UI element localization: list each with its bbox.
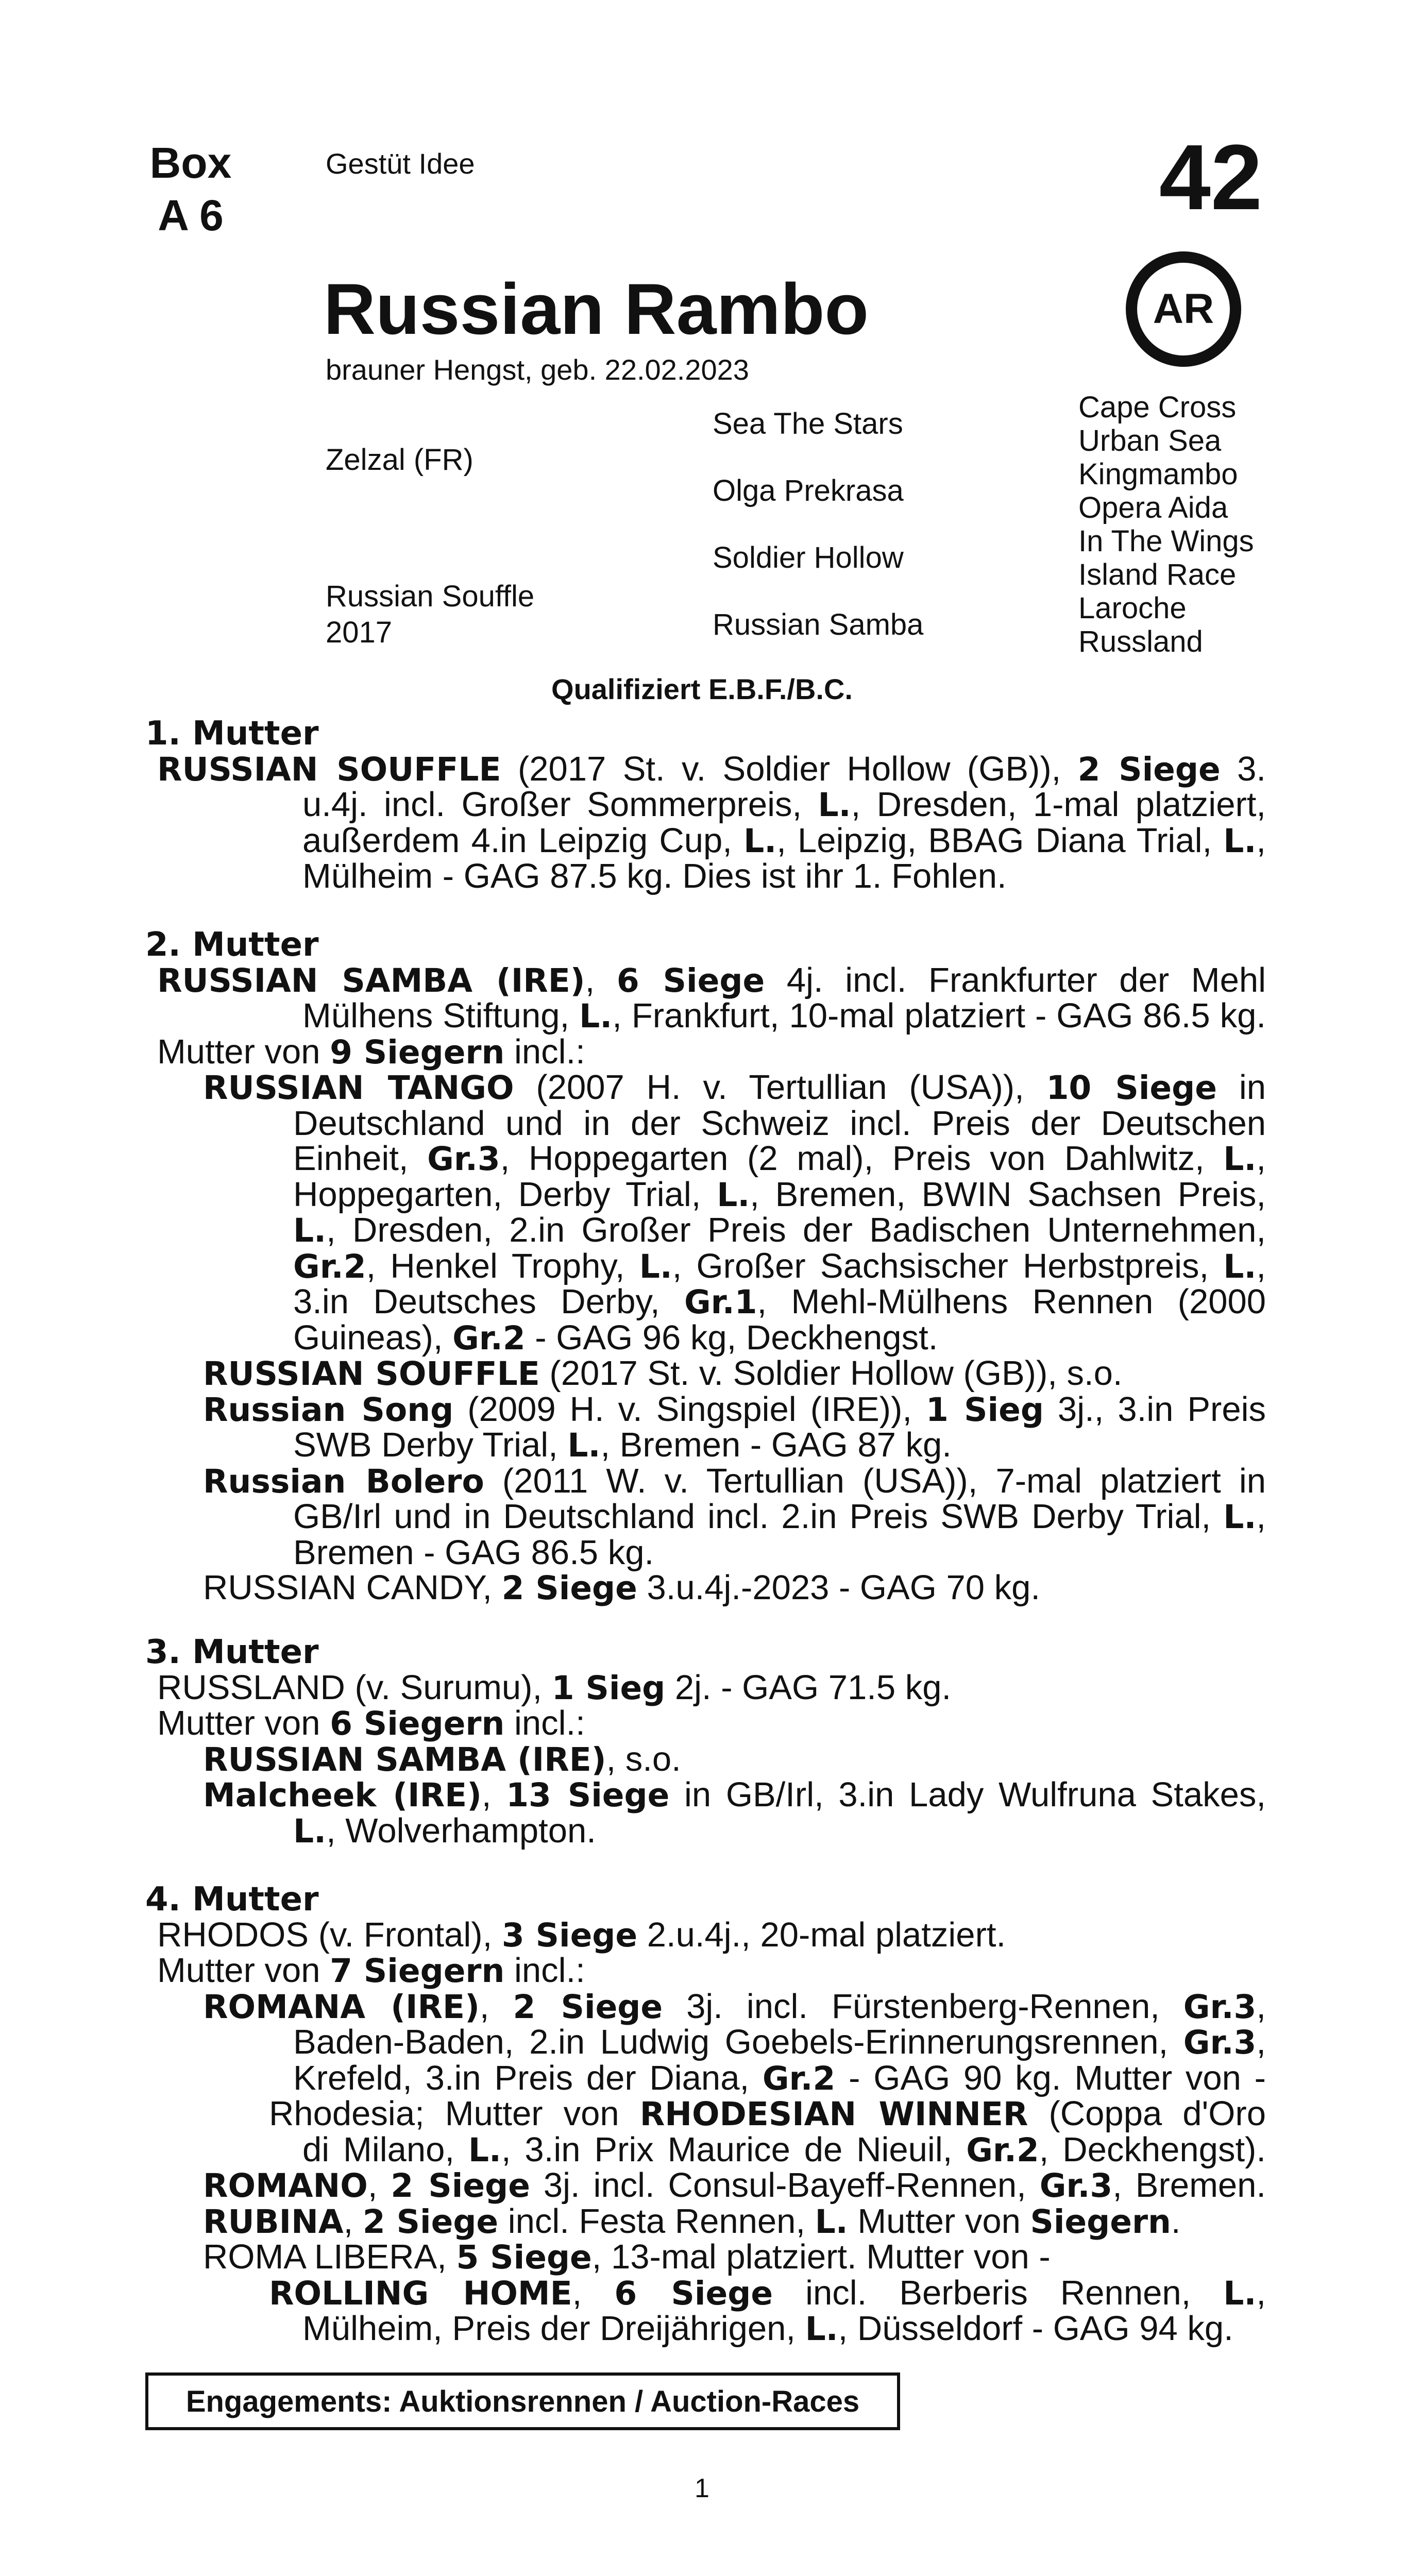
pedigree-dam-year: 2017 [326,616,393,649]
section-fourth-dam [145,1882,1266,2347]
offspring-line: ROMANA (IRE), 2 Siege 3j. incl. Fürstenberg-Rennen, Gr.3, [203,1987,1266,2026]
section-first-dam [145,716,1266,894]
engagements-text: Engagements: Auktionsrennen / Auction-Races [185,2384,860,2418]
box-label-line2: A 6 [158,191,224,240]
pedigree-great-grandparent: Cape Cross [1078,391,1237,424]
offspring-line: ROLLING HOME, 6 Siege incl. Berberis Rennen, L., [269,2273,1266,2312]
offspring-line: RUSSIAN SAMBA (IRE), s.o. [203,1739,681,1778]
offspring-line: GB/Irl und in Deutschland incl. 2.in Preis SWB Derby Trial, L., [293,1497,1266,1536]
lot-number: 42 [1159,126,1262,229]
offspring-line: ROMA LIBERA, 5 Siege, 13-mal platziert. Mutter von - [203,2238,1051,2276]
stud-name: Gestüt Idee [326,147,475,180]
pedigree-great-grandparent: Opera Aida [1078,491,1228,524]
dam-entry-line: außerdem 4.in Leipzig Cup, L., Leipzig, BBAG Diana Trial, L., [302,821,1266,860]
offspring-line: Russian Song (2009 H. v. Singspiel (IRE)), 1 Sieg 3j., 3.in Preis [203,1389,1266,1429]
dam-entry-line: RHODOS (v. Frontal), 3 Siege 2.u.4j., 20-mal platziert. [157,1915,1006,1954]
section-heading: 2. Mutter [145,926,319,964]
dam-entry-line: RUSSLAND (v. Surumu), 1 Sieg 2j. - GAG 71.5 kg. [157,1668,952,1707]
pedigree-great-grandparent: Laroche [1078,591,1187,625]
dam-entry-line: u.4j. incl. Großer Sommerpreis, L., Dresden, 1-mal platziert, [302,785,1266,824]
offspring-line: Malcheek (IRE), 13 Siege in GB/Irl, 3.in Lady Wulfruna Stakes, [203,1775,1266,1814]
ar-badge [1126,251,1241,367]
ar-badge-text: AR [1153,285,1214,332]
dam-entry-line: Mülhens Stiftung, L., Frankfurt, 10-mal platziert - GAG 86.5 kg. [302,996,1266,1035]
section-third-dam [145,1635,1266,1849]
offspring-line: L., Wolverhampton. [293,1811,596,1850]
dam-entry-line: RUSSIAN SOUFFLE (2017 St. v. Soldier Hollow (GB)), 2 Siege 3. [157,749,1266,788]
pedigree-sire: Zelzal (FR) [326,443,473,477]
pedigree-dam-name: Russian Souffle [326,580,535,613]
pedigree-great-grandparent: Russland [1078,625,1203,658]
dam-entry-line: RUSSIAN SAMBA (IRE), 6 Siege 4j. incl. Frankfurter der Mehl [157,960,1266,999]
offspring-line: Einheit, Gr.3, Hoppegarten (2 mal), Preis von Dahlwitz, L., [293,1139,1266,1178]
qualified-note: Qualifiziert E.B.F./B.C. [551,673,853,705]
box-label [147,137,234,242]
pedigree-great-grandparent: In The Wings [1078,524,1254,558]
offspring-line: Mülheim, Preis der Dreijährigen, L., Düsseldorf - GAG 94 kg. [302,2309,1233,2348]
horse-description: brauner Hengst, geb. 22.02.2023 [326,353,749,386]
offspring-line: RUSSIAN CANDY, 2 Siege 3.u.4j.-2023 - GAG 70 kg. [203,1568,1040,1607]
offspring-line: Guineas), Gr.2 - GAG 96 kg, Deckhengst. [293,1318,938,1357]
horse-name: Russian Rambo [324,268,869,349]
section-second-dam [145,927,1266,1606]
offspring-line: 3.in Deutsches Derby, Gr.1, Mehl-Mülhens Rennen (2000 [293,1282,1266,1321]
offspring-line: Baden-Baden, 2.in Ludwig Goebels-Erinnerungsrennen, Gr.3, [293,2023,1266,2061]
offspring-line: Bremen - GAG 86.5 kg. [293,1533,654,1572]
box-label-line1: Box [149,139,232,187]
pedigree-grandparent: Sea The Stars [713,407,903,440]
offspring-line: Rhodesia; Mutter von RHODESIAN WINNER (Coppa d'Oro [269,2094,1266,2133]
offspring-line: ROMANO, 2 Siege 3j. incl. Consul-Bayeff-Rennen, Gr.3, Bremen. [203,2166,1266,2205]
dam-entry-line: Mülheim - GAG 87.5 kg. Dies ist ihr 1. Fohlen. [302,857,1007,895]
offspring-line: L., Dresden, 2.in Großer Preis der Badischen Unternehmen, [293,1211,1266,1249]
offspring-line: RUBINA, 2 Siege incl. Festa Rennen, L. Mutter von Siegern. [203,2201,1181,2241]
offspring-line: di Milano, L., 3.in Prix Maurice de Nieuil, Gr.2, Deckhengst). [302,2130,1266,2169]
pedigree-great-grandparent: Island Race [1078,558,1237,591]
pedigree-great-grandparent: Urban Sea [1078,424,1222,457]
offspring-line: Hoppegarten, Derby Trial, L., Bremen, BWIN Sachsen Preis, [293,1175,1266,1214]
engagements-box [145,2372,900,2430]
offspring-line: Krefeld, 3.in Preis der Diana, Gr.2 - GAG 90 kg. Mutter von - [293,2058,1266,2097]
offspring-line: Deutschland und in der Schweiz incl. Preis der Deutschen [293,1104,1266,1143]
pedigree-grandparent: Soldier Hollow [713,541,904,574]
pedigree-grandparent: Olga Prekrasa [713,474,904,507]
section-heading: 1. Mutter [145,715,319,753]
dam-entry-line: Mutter von 6 Siegern incl.: [157,1704,585,1742]
offspring-line: Russian Bolero (2011 W. v. Tertullian (USA)), 7-mal platziert in [203,1461,1266,1500]
pedigree-great-grandparent: Kingmambo [1078,457,1238,491]
offspring-line: SWB Derby Trial, L., Bremen - GAG 87 kg. [293,1426,952,1464]
dam-entry-line: Mutter von 9 Siegern incl.: [157,1032,585,1071]
section-heading: 3. Mutter [145,1633,319,1671]
page-number: 1 [695,2473,709,2503]
offspring-line: Gr.2, Henkel Trophy, L., Großer Sachsischer Herbstpreis, L., [293,1246,1266,1285]
dam-entry-line: Mutter von 7 Siegern incl.: [157,1951,585,1990]
offspring-line: RUSSIAN TANGO (2007 H. v. Tertullian (USA)), 10 Siege in [203,1068,1266,1107]
offspring-line: RUSSIAN SOUFFLE (2017 St. v. Soldier Hollow (GB)), s.o. [203,1354,1123,1393]
pedigree-grandparent: Russian Samba [713,608,924,641]
section-heading: 4. Mutter [145,1880,319,1919]
